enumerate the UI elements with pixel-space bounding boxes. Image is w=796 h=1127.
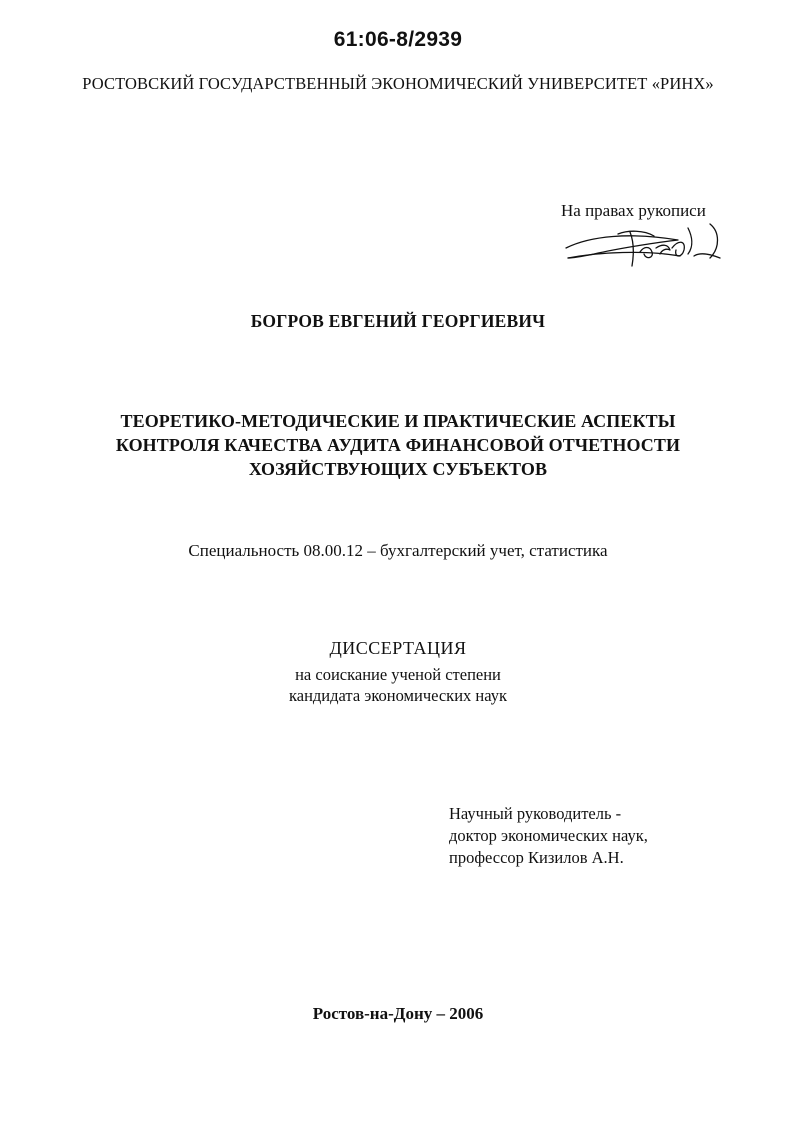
catalog-number: 61:06-8/2939 xyxy=(333,28,463,51)
dissertation-title xyxy=(0,409,796,481)
supervisor-block xyxy=(449,803,648,869)
document-type: ДИССЕРТАЦИЯ xyxy=(329,638,467,658)
title-line: ХОЗЯЙСТВУЮЩИХ СУБЪЕКТОВ xyxy=(248,459,548,479)
specialty-line: Специальность 08.00.12 – бухгалтерский учет, статистика xyxy=(188,541,608,560)
city-year: Ростов-на-Дону – 2006 xyxy=(312,1004,484,1023)
manuscript-note: На правах рукописи xyxy=(561,201,706,220)
title-line: ТЕОРЕТИКО-МЕТОДИЧЕСКИЕ И ПРАКТИЧЕСКИЕ АСПЕКТЫ xyxy=(120,411,676,431)
university-name: РОСТОВСКИЙ ГОСУДАРСТВЕННЫЙ ЭКОНОМИЧЕСКИЙ УНИВЕРСИТЕТ «РИНХ» xyxy=(82,74,714,93)
degree-line: кандидата экономических наук xyxy=(288,686,507,705)
title-line: КОНТРОЛЯ КАЧЕСТВА АУДИТА ФИНАНСОВОЙ ОТЧЕТНОСТИ xyxy=(115,435,681,455)
supervisor-line: доктор экономических наук, xyxy=(449,826,648,845)
author-name: БОГРОВ ЕВГЕНИЙ ГЕОРГИЕВИЧ xyxy=(250,311,546,331)
author-signature xyxy=(560,218,730,270)
degree-statement xyxy=(0,664,796,706)
supervisor-line: Научный руководитель - xyxy=(449,804,622,823)
degree-line: на соискание ученой степени xyxy=(295,665,501,684)
supervisor-line: профессор Кизилов А.Н. xyxy=(449,848,624,867)
